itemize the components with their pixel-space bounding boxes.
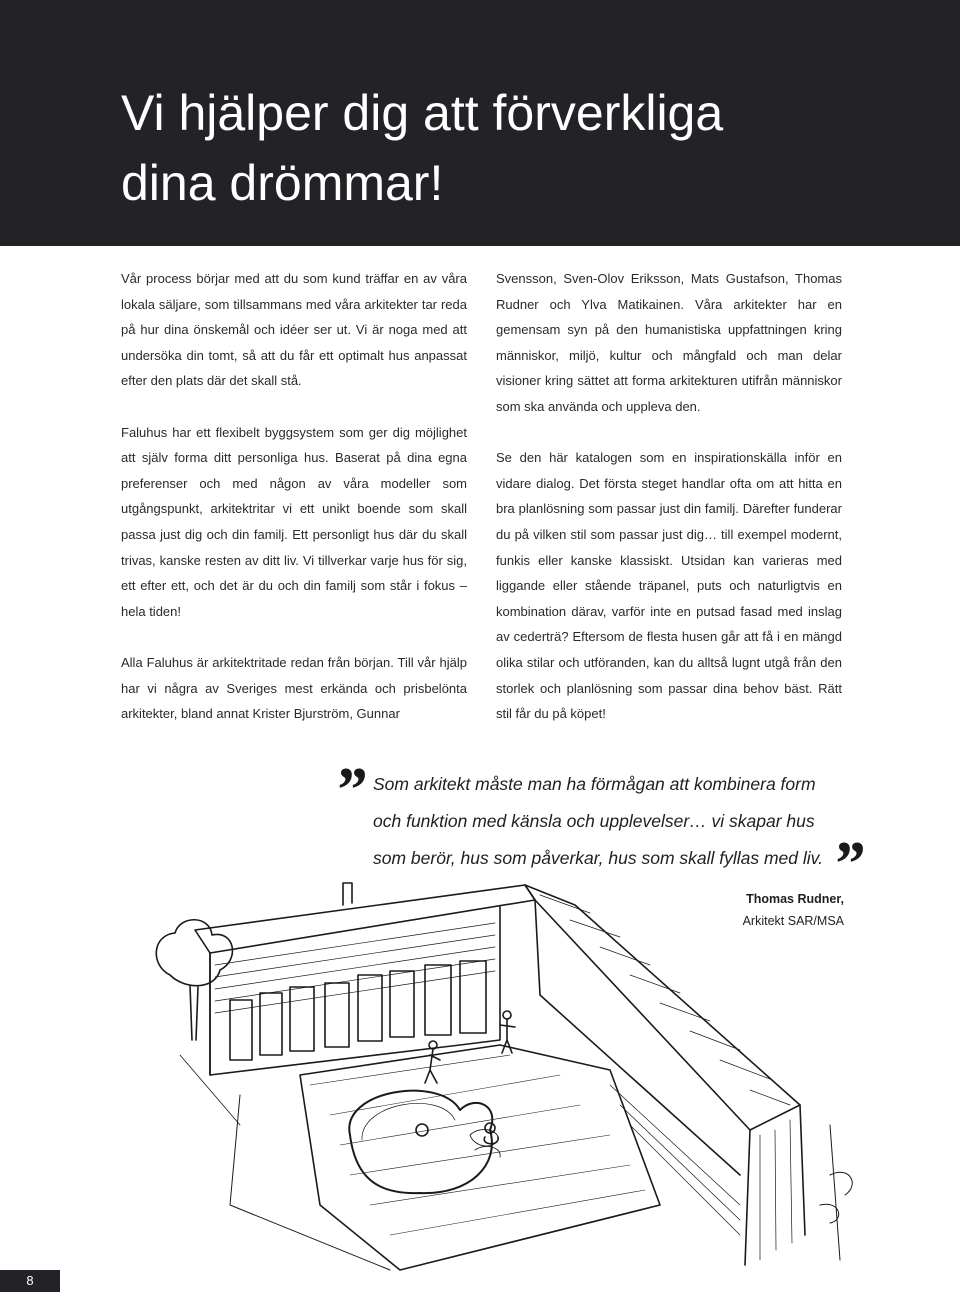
right-column xyxy=(496,266,842,727)
quote-line-2: och funktion med känsla och upplevelser… vi skapar hus xyxy=(373,811,815,831)
quote-line-3: som berör, hus som påverkar, hus som skall fyllas med liv. xyxy=(373,848,823,868)
quote-line-1: Som arkitekt måste man ha förmågan att kombinera form xyxy=(373,774,816,794)
page-headline xyxy=(121,78,901,218)
author-name: Thomas Rudner, xyxy=(746,892,844,906)
left-paragraph-2: Faluhus har ett flexibelt byggsystem som ger dig möjlighet att själv forma ditt personliga hus. Baserat på dina egna preferenser och med någon av våra modeller som utgångspunkt, arkitektritar vi ett unikt boende som skall passa just dig och din familj. Ett personligt hus där du skall trivas, kanske resten av ditt liv. Vi tillverkar varje hus för sig, ett efter ett, och det är du och din familj som står i fokus – hela tiden! xyxy=(121,424,467,619)
quote-open-mark: ” xyxy=(334,754,362,825)
headline-line-2: dina drömmar! xyxy=(121,155,444,211)
page-number: 8 xyxy=(0,1270,60,1292)
right-paragraph-2: Se den här katalogen som en inspirationskälla inför en vidare dialog. Det första steget handlar ofta om att hitta en bra planlösning som passar just din familj. Därefter funderar du på vilken stil som passar just dig… till exempel modernt, funkis eller kanske klassiskt. Utsidan kan varieras med liggande eller stående träpanel, puts och naturligtvis en kombination därav, varför inte en putsad fasad med inslag av cederträ? Eftersom de flesta husen går att få i en mängd olika stilar och utföranden, kan du alltså lugnt utgå från den storlek och planlösning som passar dina behov bäst. Rätt stil får du på köpet! xyxy=(496,450,842,722)
left-column xyxy=(121,266,467,727)
chimney xyxy=(343,883,352,905)
left-paragraph-3: Alla Faluhus är arkitektritade redan från början. Till vår hjälp har vi några av Sveriges mest erkända och prisbelönta arkitekter, bland annat Krister Bjurström, Gunnar xyxy=(121,654,467,722)
main-house-windows xyxy=(230,961,486,1060)
deck xyxy=(300,1045,660,1270)
headline-line-1: Vi hjälper dig att förverkliga xyxy=(121,85,724,141)
house-sketch-illustration xyxy=(140,875,920,1275)
author-title: Arkitekt SAR/MSA xyxy=(742,914,844,928)
quote-close-mark: ” xyxy=(832,828,860,899)
pool xyxy=(349,1091,492,1193)
people-figures xyxy=(425,1011,515,1144)
left-paragraph-1: Vår process börjar med att du som kund träffar en av våra lokala säljare, som tillsammans med våra arkitekter tar reda på hur dina önskemål och idéer ser ut. Vi är noga med att undersöka din tomt, så att du får ett optimalt hus anpassat efter den plats där det skall stå. xyxy=(121,271,467,389)
main-house-facade xyxy=(210,907,500,1075)
architect-quote xyxy=(373,766,843,877)
header-banner xyxy=(0,0,960,246)
wing-house-wall xyxy=(535,900,805,1265)
right-paragraph-1: Svensson, Sven-Olov Eriksson, Mats Gustafson, Thomas Rudner och Ylva Matikainen. Våra arkitekter har en gemensam syn på den humanistiska uppfattningen kring människor, miljö, kultur och mångfald och man delar visioner kring sättet att forma arkitekturen utifrån människor som ska använda och uppleva den. xyxy=(496,271,842,414)
